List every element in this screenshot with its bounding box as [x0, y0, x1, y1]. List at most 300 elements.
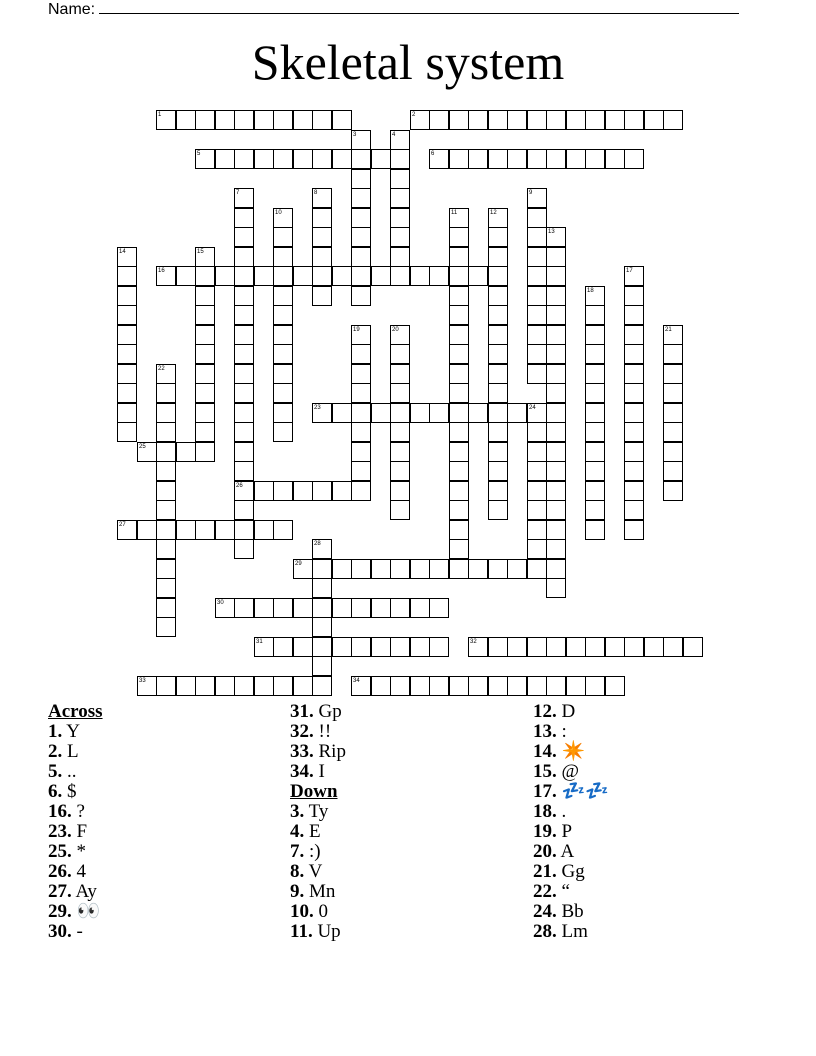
grid-cell[interactable] [156, 266, 176, 286]
grid-cell[interactable] [585, 383, 605, 403]
grid-cell[interactable] [449, 539, 469, 559]
grid-cell[interactable] [273, 149, 293, 169]
grid-cell[interactable] [234, 461, 254, 481]
grid-cell[interactable] [624, 149, 644, 169]
grid-cell[interactable] [488, 442, 508, 462]
grid-cell[interactable] [390, 461, 410, 481]
grid-cell[interactable] [273, 247, 293, 267]
grid-cell[interactable] [546, 325, 566, 345]
grid-cell[interactable] [488, 403, 508, 423]
grid-cell[interactable] [663, 344, 683, 364]
grid-cell[interactable] [273, 481, 293, 501]
grid-cell[interactable] [488, 559, 508, 579]
grid-cell[interactable] [585, 325, 605, 345]
grid-cell[interactable] [117, 520, 137, 540]
grid-cell[interactable] [449, 559, 469, 579]
grid-cell[interactable] [546, 500, 566, 520]
grid-cell[interactable] [156, 598, 176, 618]
grid-cell[interactable] [215, 110, 235, 130]
grid-cell[interactable] [234, 676, 254, 696]
grid-cell[interactable] [137, 442, 157, 462]
grid-cell[interactable] [176, 676, 196, 696]
grid-cell[interactable] [351, 325, 371, 345]
grid-cell[interactable] [215, 149, 235, 169]
grid-cell[interactable] [390, 188, 410, 208]
grid-cell[interactable] [254, 149, 274, 169]
grid-cell[interactable] [156, 442, 176, 462]
grid-cell[interactable] [351, 188, 371, 208]
grid-cell[interactable] [332, 637, 352, 657]
grid-cell[interactable] [624, 442, 644, 462]
grid-cell[interactable] [585, 286, 605, 306]
grid-cell[interactable] [585, 364, 605, 384]
grid-cell[interactable] [624, 461, 644, 481]
grid-cell[interactable] [156, 481, 176, 501]
grid-cell[interactable] [449, 442, 469, 462]
grid-cell[interactable] [410, 676, 430, 696]
grid-cell[interactable] [117, 422, 137, 442]
grid-cell[interactable] [195, 383, 215, 403]
grid-cell[interactable] [293, 266, 313, 286]
grid-cell[interactable] [234, 520, 254, 540]
grid-cell[interactable] [449, 403, 469, 423]
grid-cell[interactable] [156, 403, 176, 423]
grid-cell[interactable] [351, 266, 371, 286]
grid-cell[interactable] [527, 403, 547, 423]
grid-cell[interactable] [312, 617, 332, 637]
grid-cell[interactable] [429, 676, 449, 696]
grid-cell[interactable] [215, 598, 235, 618]
grid-cell[interactable] [234, 598, 254, 618]
grid-cell[interactable] [312, 208, 332, 228]
grid-cell[interactable] [527, 442, 547, 462]
grid-cell[interactable] [351, 442, 371, 462]
grid-cell[interactable] [312, 188, 332, 208]
grid-cell[interactable] [624, 344, 644, 364]
grid-cell[interactable] [507, 637, 527, 657]
grid-cell[interactable] [156, 461, 176, 481]
grid-cell[interactable] [351, 598, 371, 618]
grid-cell[interactable] [507, 110, 527, 130]
grid-cell[interactable] [449, 208, 469, 228]
grid-cell[interactable] [488, 383, 508, 403]
grid-cell[interactable] [273, 344, 293, 364]
grid-cell[interactable] [566, 637, 586, 657]
grid-cell[interactable] [449, 422, 469, 442]
grid-cell[interactable] [273, 637, 293, 657]
grid-cell[interactable] [585, 344, 605, 364]
grid-cell[interactable] [156, 364, 176, 384]
grid-cell[interactable] [234, 481, 254, 501]
grid-cell[interactable] [293, 598, 313, 618]
grid-cell[interactable] [312, 403, 332, 423]
grid-cell[interactable] [156, 520, 176, 540]
grid-cell[interactable] [663, 403, 683, 423]
grid-cell[interactable] [527, 227, 547, 247]
grid-cell[interactable] [156, 617, 176, 637]
grid-cell[interactable] [410, 266, 430, 286]
grid-cell[interactable] [624, 520, 644, 540]
grid-cell[interactable] [546, 383, 566, 403]
grid-cell[interactable] [390, 227, 410, 247]
grid-cell[interactable] [527, 539, 547, 559]
grid-cell[interactable] [546, 364, 566, 384]
grid-cell[interactable] [390, 559, 410, 579]
grid-cell[interactable] [156, 110, 176, 130]
grid-cell[interactable] [390, 325, 410, 345]
grid-cell[interactable] [663, 110, 683, 130]
grid-cell[interactable] [117, 325, 137, 345]
grid-cell[interactable] [527, 188, 547, 208]
grid-cell[interactable] [488, 208, 508, 228]
grid-cell[interactable] [624, 305, 644, 325]
grid-cell[interactable] [585, 637, 605, 657]
grid-cell[interactable] [429, 403, 449, 423]
grid-cell[interactable] [546, 286, 566, 306]
grid-cell[interactable] [410, 598, 430, 618]
grid-cell[interactable] [410, 559, 430, 579]
grid-cell[interactable] [215, 520, 235, 540]
grid-cell[interactable] [234, 344, 254, 364]
grid-cell[interactable] [468, 403, 488, 423]
grid-cell[interactable] [449, 266, 469, 286]
grid-cell[interactable] [488, 325, 508, 345]
grid-cell[interactable] [488, 247, 508, 267]
grid-cell[interactable] [429, 559, 449, 579]
grid-cell[interactable] [449, 110, 469, 130]
grid-cell[interactable] [546, 403, 566, 423]
grid-cell[interactable] [449, 305, 469, 325]
grid-cell[interactable] [332, 149, 352, 169]
grid-cell[interactable] [351, 169, 371, 189]
grid-cell[interactable] [332, 481, 352, 501]
grid-cell[interactable] [117, 286, 137, 306]
grid-cell[interactable] [527, 500, 547, 520]
grid-cell[interactable] [527, 364, 547, 384]
grid-cell[interactable] [195, 247, 215, 267]
grid-cell[interactable] [390, 403, 410, 423]
grid-cell[interactable] [390, 266, 410, 286]
grid-cell[interactable] [488, 110, 508, 130]
grid-cell[interactable] [605, 149, 625, 169]
grid-cell[interactable] [332, 403, 352, 423]
grid-cell[interactable] [546, 578, 566, 598]
grid-cell[interactable] [527, 247, 547, 267]
grid-cell[interactable] [449, 461, 469, 481]
grid-cell[interactable] [195, 149, 215, 169]
grid-cell[interactable] [273, 676, 293, 696]
grid-cell[interactable] [137, 520, 157, 540]
grid-cell[interactable] [468, 637, 488, 657]
grid-cell[interactable] [254, 266, 274, 286]
grid-cell[interactable] [527, 325, 547, 345]
grid-cell[interactable] [390, 442, 410, 462]
grid-cell[interactable] [429, 598, 449, 618]
grid-cell[interactable] [488, 461, 508, 481]
grid-cell[interactable] [312, 266, 332, 286]
grid-cell[interactable] [371, 637, 391, 657]
grid-cell[interactable] [273, 110, 293, 130]
grid-cell[interactable] [488, 676, 508, 696]
grid-cell[interactable] [117, 364, 137, 384]
grid-cell[interactable] [468, 266, 488, 286]
grid-cell[interactable] [585, 461, 605, 481]
grid-cell[interactable] [234, 364, 254, 384]
grid-cell[interactable] [449, 227, 469, 247]
grid-cell[interactable] [312, 539, 332, 559]
grid-cell[interactable] [195, 520, 215, 540]
grid-cell[interactable] [546, 559, 566, 579]
grid-cell[interactable] [468, 559, 488, 579]
grid-cell[interactable] [351, 286, 371, 306]
grid-cell[interactable] [156, 676, 176, 696]
grid-cell[interactable] [468, 110, 488, 130]
grid-cell[interactable] [273, 403, 293, 423]
grid-cell[interactable] [312, 598, 332, 618]
grid-cell[interactable] [273, 364, 293, 384]
grid-cell[interactable] [273, 266, 293, 286]
grid-cell[interactable] [410, 637, 430, 657]
grid-cell[interactable] [371, 598, 391, 618]
grid-cell[interactable] [585, 149, 605, 169]
grid-cell[interactable] [390, 481, 410, 501]
grid-cell[interactable] [351, 364, 371, 384]
grid-cell[interactable] [117, 383, 137, 403]
grid-cell[interactable] [488, 266, 508, 286]
grid-cell[interactable] [624, 325, 644, 345]
grid-cell[interactable] [312, 637, 332, 657]
grid-cell[interactable] [332, 110, 352, 130]
grid-cell[interactable] [312, 559, 332, 579]
grid-cell[interactable] [546, 637, 566, 657]
grid-cell[interactable] [488, 500, 508, 520]
grid-cell[interactable] [293, 637, 313, 657]
grid-cell[interactable] [546, 266, 566, 286]
grid-cell[interactable] [663, 481, 683, 501]
grid-cell[interactable] [488, 422, 508, 442]
grid-cell[interactable] [527, 520, 547, 540]
grid-cell[interactable] [312, 676, 332, 696]
grid-cell[interactable] [663, 383, 683, 403]
grid-cell[interactable] [507, 676, 527, 696]
grid-cell[interactable] [429, 266, 449, 286]
grid-cell[interactable] [351, 247, 371, 267]
grid-cell[interactable] [449, 676, 469, 696]
grid-cell[interactable] [390, 383, 410, 403]
grid-cell[interactable] [254, 520, 274, 540]
grid-cell[interactable] [527, 676, 547, 696]
grid-cell[interactable] [351, 461, 371, 481]
grid-cell[interactable] [254, 110, 274, 130]
grid-cell[interactable] [449, 325, 469, 345]
grid-cell[interactable] [624, 383, 644, 403]
grid-cell[interactable] [234, 110, 254, 130]
grid-cell[interactable] [351, 208, 371, 228]
grid-cell[interactable] [390, 676, 410, 696]
grid-cell[interactable] [566, 149, 586, 169]
grid-cell[interactable] [176, 520, 196, 540]
grid-cell[interactable] [546, 539, 566, 559]
grid-cell[interactable] [332, 598, 352, 618]
grid-cell[interactable] [449, 520, 469, 540]
grid-cell[interactable] [351, 481, 371, 501]
grid-cell[interactable] [449, 149, 469, 169]
grid-cell[interactable] [429, 637, 449, 657]
grid-cell[interactable] [351, 422, 371, 442]
grid-cell[interactable] [546, 422, 566, 442]
grid-cell[interactable] [449, 481, 469, 501]
grid-cell[interactable] [195, 676, 215, 696]
grid-cell[interactable] [234, 403, 254, 423]
grid-cell[interactable] [585, 403, 605, 423]
grid-cell[interactable] [585, 676, 605, 696]
grid-cell[interactable] [585, 442, 605, 462]
grid-cell[interactable] [429, 149, 449, 169]
grid-cell[interactable] [644, 637, 664, 657]
grid-cell[interactable] [624, 364, 644, 384]
grid-cell[interactable] [449, 344, 469, 364]
grid-cell[interactable] [390, 500, 410, 520]
grid-cell[interactable] [390, 208, 410, 228]
grid-cell[interactable] [605, 637, 625, 657]
grid-cell[interactable] [234, 500, 254, 520]
grid-cell[interactable] [449, 383, 469, 403]
grid-cell[interactable] [468, 149, 488, 169]
grid-cell[interactable] [234, 325, 254, 345]
grid-cell[interactable] [195, 442, 215, 462]
grid-cell[interactable] [273, 383, 293, 403]
grid-cell[interactable] [234, 266, 254, 286]
grid-cell[interactable] [624, 110, 644, 130]
grid-cell[interactable] [390, 149, 410, 169]
grid-cell[interactable] [546, 247, 566, 267]
grid-cell[interactable] [507, 403, 527, 423]
grid-cell[interactable] [195, 403, 215, 423]
grid-cell[interactable] [293, 559, 313, 579]
grid-cell[interactable] [527, 305, 547, 325]
grid-cell[interactable] [195, 266, 215, 286]
grid-cell[interactable] [390, 422, 410, 442]
grid-cell[interactable] [527, 110, 547, 130]
grid-cell[interactable] [449, 364, 469, 384]
grid-cell[interactable] [390, 247, 410, 267]
grid-cell[interactable] [195, 344, 215, 364]
grid-cell[interactable] [546, 227, 566, 247]
grid-cell[interactable] [488, 227, 508, 247]
grid-cell[interactable] [624, 403, 644, 423]
grid-cell[interactable] [332, 559, 352, 579]
grid-cell[interactable] [527, 461, 547, 481]
grid-cell[interactable] [195, 325, 215, 345]
grid-cell[interactable] [312, 656, 332, 676]
grid-cell[interactable] [371, 559, 391, 579]
grid-cell[interactable] [644, 110, 664, 130]
grid-cell[interactable] [137, 676, 157, 696]
grid-cell[interactable] [215, 266, 235, 286]
grid-cell[interactable] [293, 149, 313, 169]
grid-cell[interactable] [312, 149, 332, 169]
grid-cell[interactable] [234, 208, 254, 228]
grid-cell[interactable] [527, 344, 547, 364]
grid-cell[interactable] [390, 169, 410, 189]
grid-cell[interactable] [585, 520, 605, 540]
grid-cell[interactable] [546, 461, 566, 481]
grid-cell[interactable] [273, 305, 293, 325]
grid-cell[interactable] [624, 481, 644, 501]
grid-cell[interactable] [449, 247, 469, 267]
grid-cell[interactable] [195, 364, 215, 384]
grid-cell[interactable] [371, 676, 391, 696]
grid-cell[interactable] [351, 403, 371, 423]
grid-cell[interactable] [585, 500, 605, 520]
grid-cell[interactable] [566, 676, 586, 696]
grid-cell[interactable] [273, 520, 293, 540]
grid-cell[interactable] [234, 539, 254, 559]
grid-cell[interactable] [273, 422, 293, 442]
grid-cell[interactable] [254, 637, 274, 657]
grid-cell[interactable] [234, 286, 254, 306]
grid-cell[interactable] [293, 676, 313, 696]
grid-cell[interactable] [527, 559, 547, 579]
grid-cell[interactable] [546, 344, 566, 364]
grid-cell[interactable] [566, 110, 586, 130]
grid-cell[interactable] [351, 344, 371, 364]
grid-cell[interactable] [663, 325, 683, 345]
grid-cell[interactable] [117, 403, 137, 423]
grid-cell[interactable] [117, 247, 137, 267]
grid-cell[interactable] [156, 578, 176, 598]
grid-cell[interactable] [605, 676, 625, 696]
grid-cell[interactable] [351, 637, 371, 657]
grid-cell[interactable] [624, 286, 644, 306]
grid-cell[interactable] [546, 481, 566, 501]
grid-cell[interactable] [351, 559, 371, 579]
grid-cell[interactable] [312, 578, 332, 598]
grid-cell[interactable] [254, 676, 274, 696]
grid-cell[interactable] [527, 149, 547, 169]
grid-cell[interactable] [390, 344, 410, 364]
grid-cell[interactable] [312, 286, 332, 306]
grid-cell[interactable] [371, 149, 391, 169]
grid-cell[interactable] [312, 227, 332, 247]
grid-cell[interactable] [273, 325, 293, 345]
grid-cell[interactable] [527, 286, 547, 306]
grid-cell[interactable] [234, 188, 254, 208]
grid-cell[interactable] [410, 403, 430, 423]
grid-cell[interactable] [683, 637, 703, 657]
grid-cell[interactable] [527, 266, 547, 286]
grid-cell[interactable] [176, 442, 196, 462]
grid-cell[interactable] [449, 500, 469, 520]
grid-cell[interactable] [527, 481, 547, 501]
grid-cell[interactable] [488, 305, 508, 325]
grid-cell[interactable] [585, 110, 605, 130]
grid-cell[interactable] [624, 266, 644, 286]
grid-cell[interactable] [234, 422, 254, 442]
grid-cell[interactable] [488, 286, 508, 306]
grid-cell[interactable] [351, 676, 371, 696]
grid-cell[interactable] [156, 500, 176, 520]
grid-cell[interactable] [351, 383, 371, 403]
grid-cell[interactable] [332, 266, 352, 286]
grid-cell[interactable] [176, 110, 196, 130]
grid-cell[interactable] [351, 130, 371, 150]
grid-cell[interactable] [117, 305, 137, 325]
grid-cell[interactable] [234, 442, 254, 462]
grid-cell[interactable] [156, 559, 176, 579]
grid-cell[interactable] [585, 422, 605, 442]
grid-cell[interactable] [293, 481, 313, 501]
